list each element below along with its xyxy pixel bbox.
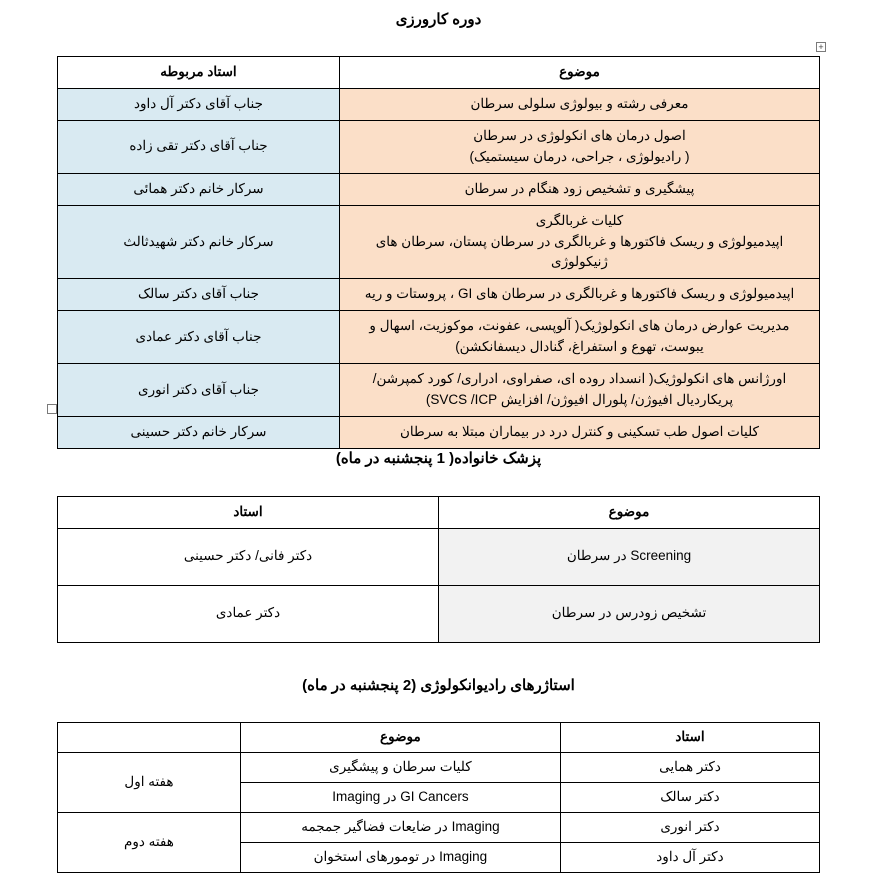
cell-subject: Imaging در GI Cancers <box>240 782 560 812</box>
cell-teacher: جناب آقای دکتر انوری <box>58 364 340 417</box>
table-header-row <box>58 723 820 753</box>
column-header-subject: موضوع <box>439 497 820 529</box>
cell-subject: Imaging در ضایعات فضاگیر جمجمه <box>240 812 560 842</box>
column-header-teacher: استاد مربوطه <box>58 57 340 89</box>
table-row <box>58 311 820 364</box>
radiooncology-table <box>57 722 820 873</box>
cell-subject: کلیات غربالگری اپیدمیولوژی و ریسک فاکتورها و غربالگری در سرطان پستان، سرطان های ژنیکولوژی <box>339 205 819 279</box>
cell-teacher: دکتر عمادی <box>58 585 439 642</box>
table-header-row <box>58 57 820 89</box>
cell-subject: کلیات سرطان و پیشگیری <box>240 752 560 782</box>
cell-subject: مدیریت عوارض درمان های انکولوژیک( آلوپسی، عفونت، موکوزیت، اسهال و یبوست، تهوع و استفراغ، گنادال دیسفانکشن) <box>339 311 819 364</box>
cell-teacher: جناب آقای دکتر عمادی <box>58 311 340 364</box>
cell-subject: اپیدمیولوژی و ریسک فاکتورها و غربالگری در سرطان های GI ، پروستات و ریه <box>339 279 819 311</box>
cell-subject: Imaging در تومورهای استخوان <box>240 842 560 872</box>
cell-teacher: جناب آقای دکتر آل داود <box>58 88 340 120</box>
column-header-week <box>58 723 241 753</box>
cell-subject: Screening در سرطان <box>439 528 820 585</box>
page-title: دوره کارورزی <box>395 11 482 28</box>
cell-teacher: دکتر سالک <box>560 782 819 812</box>
column-header-subject: موضوع <box>240 723 560 753</box>
cell-teacher: سرکار خانم دکتر حسینی <box>58 416 340 448</box>
table-row <box>58 416 820 448</box>
cell-teacher: دکتر آل داود <box>560 842 819 872</box>
table-resize-handle-icon[interactable] <box>47 404 57 414</box>
cell-subject: تشخیص زودرس در سرطان <box>439 585 820 642</box>
cell-teacher: جناب آقای دکتر تقی زاده <box>58 120 340 173</box>
cell-subject: معرفی رشته و بیولوژی سلولی سرطان <box>339 88 819 120</box>
table-header-row <box>58 497 820 529</box>
table-row <box>58 528 820 585</box>
cell-teacher: سرکار خانم دکتر همائی <box>58 173 340 205</box>
cell-teacher: سرکار خانم دکتر شهیدثالث <box>58 205 340 279</box>
table-row <box>58 173 820 205</box>
column-header-subject: موضوع <box>339 57 819 89</box>
column-header-teacher: استاد <box>560 723 819 753</box>
cell-teacher: دکتر انوری <box>560 812 819 842</box>
cell-subject: کلیات اصول طب تسکینی و کنترل درد در بیماران مبتلا به سرطان <box>339 416 819 448</box>
cell-subject: اصول درمان های انکولوژی در سرطان ( رادیولوژی ، جراحی، درمان سیستمیک) <box>339 120 819 173</box>
table-move-handle-icon[interactable] <box>816 42 826 52</box>
table-row <box>58 279 820 311</box>
section-title-radiooncology: استاژرهای رادیوانکولوژی (2 پنجشنبه در ماه) <box>302 677 575 694</box>
cell-teacher: جناب آقای دکتر سالک <box>58 279 340 311</box>
section-title-family-physician: پزشک خانواده( 1 پنجشنبه در ماه) <box>335 450 542 467</box>
cell-week: هفته دوم <box>58 812 241 872</box>
family-physician-table <box>57 496 820 643</box>
table-row <box>58 88 820 120</box>
table-row <box>58 752 820 782</box>
table-row <box>58 585 820 642</box>
table-row <box>58 205 820 279</box>
internship-course-table <box>57 56 820 449</box>
cell-week: هفته اول <box>58 752 241 812</box>
table-row <box>58 812 820 842</box>
table-row <box>58 120 820 173</box>
cell-teacher: دکتر فانی/ دکتر حسینی <box>58 528 439 585</box>
cell-subject: اورژانس های انکولوژیک( انسداد روده ای، صفراوی، ادراری/ کورد کمپرشن/ پریکاردیال افیوژن/ پلورال افیوژن/ افزایش SVCS /ICP) <box>339 364 819 417</box>
table-row <box>58 364 820 417</box>
cell-teacher: دکتر همایی <box>560 752 819 782</box>
column-header-teacher: استاد <box>58 497 439 529</box>
cell-subject: پیشگیری و تشخیص زود هنگام در سرطان <box>339 173 819 205</box>
